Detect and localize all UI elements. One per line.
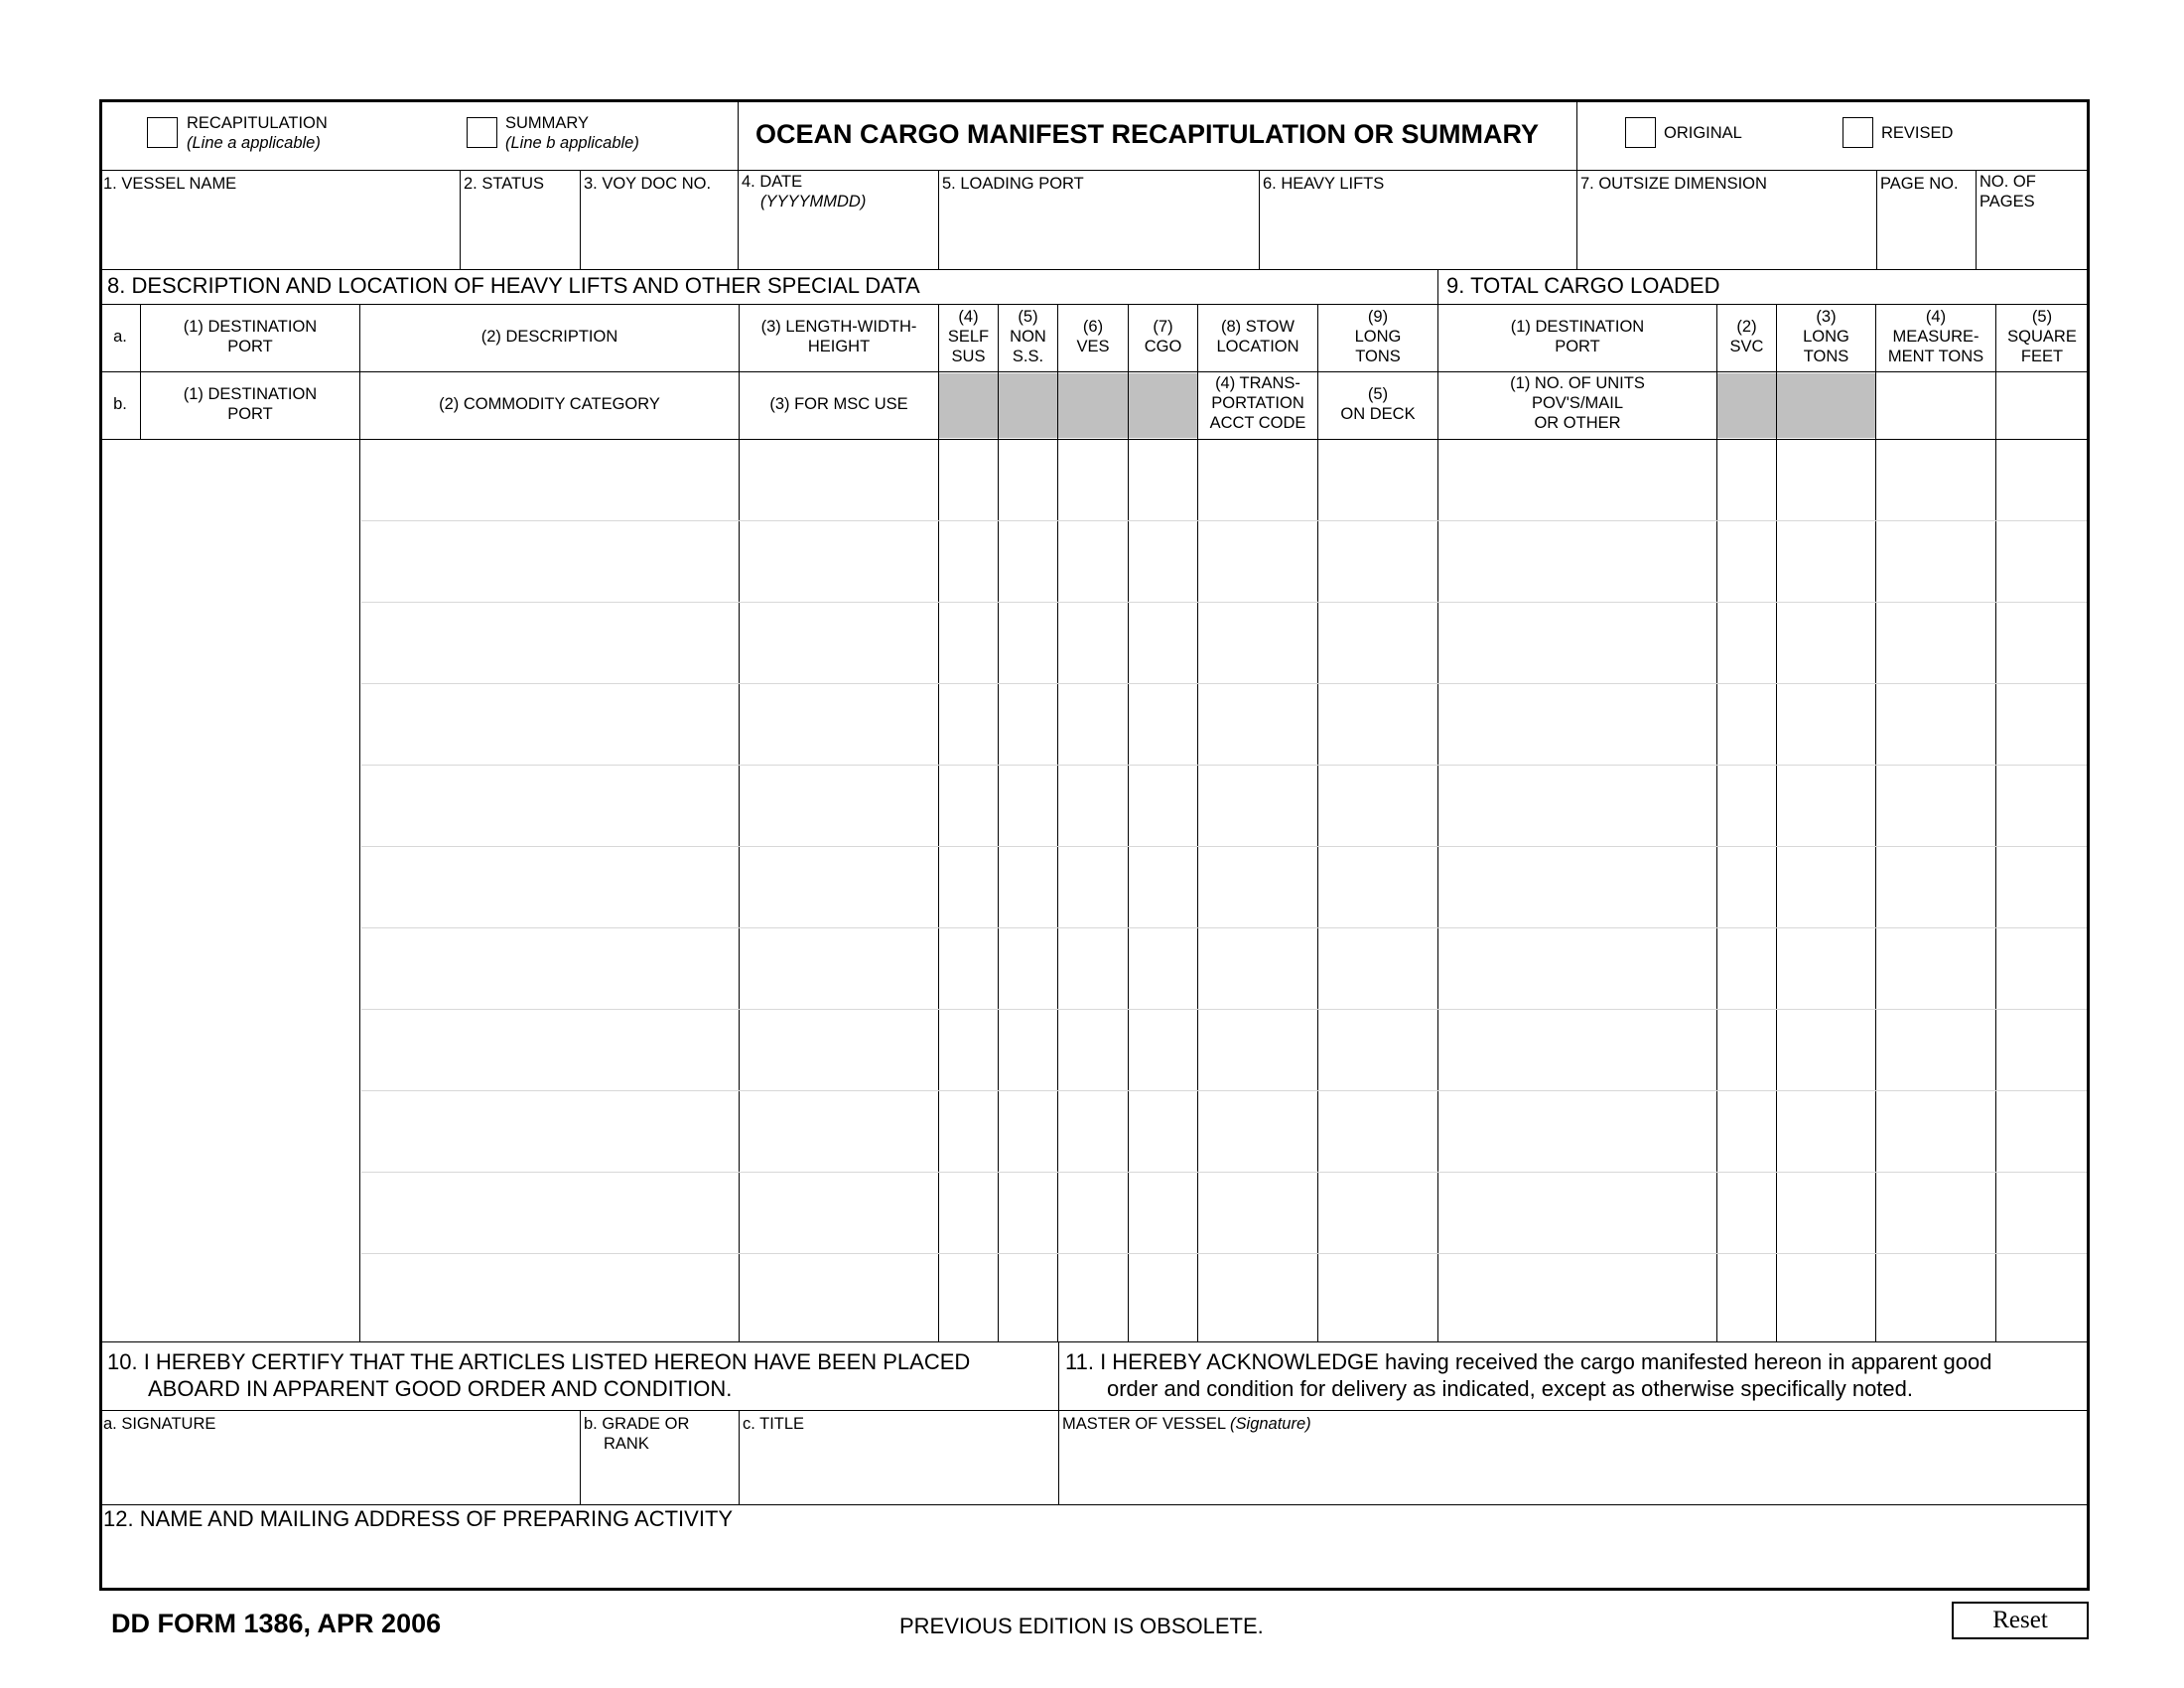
b-commodity-category-label: (2) COMMODITY CATEGORY: [439, 395, 660, 413]
pages-label: PAGES: [1979, 193, 2035, 211]
loading-port-field[interactable]: [940, 197, 1258, 268]
recapitulation-label: RECAPITULATION: [187, 114, 328, 132]
total-square-feet-label-2: SQUARE: [2007, 328, 2077, 346]
row-guide: [361, 765, 2087, 766]
a-non-ss-label-2: NON: [1010, 328, 1046, 346]
shaded-cell: [999, 373, 1057, 438]
rule: [99, 170, 2090, 171]
cargo-entry-area[interactable]: [101, 441, 2087, 1339]
a-self-sus-label-3: SUS: [951, 348, 986, 365]
section-11-line-1: 11. I HEREBY ACKNOWLEDGE having received the cargo manifested hereon in apparent good: [1065, 1349, 1992, 1374]
divider: [739, 1410, 740, 1504]
row-guide: [361, 1009, 2087, 1010]
shaded-cell: [939, 373, 998, 438]
reset-button[interactable]: Reset: [1952, 1602, 2089, 1639]
row-guide: [361, 520, 2087, 521]
row-guide: [361, 927, 2087, 928]
rule: [99, 1410, 2090, 1411]
status-label: 2. STATUS: [464, 175, 544, 193]
grade-rank-label-2: RANK: [604, 1435, 649, 1453]
b-msc-use-label: (3) FOR MSC USE: [769, 395, 908, 413]
a-cgo-label-1: (7): [1153, 318, 1173, 336]
b-trans-acct-label-1: (4) TRANS-: [1215, 374, 1300, 392]
master-signature-field[interactable]: [1060, 1437, 2087, 1502]
a-description-label: (2) DESCRIPTION: [480, 328, 618, 346]
original-label: ORIGINAL: [1664, 124, 1742, 142]
total-square-feet-label-3: FEET: [2020, 348, 2064, 365]
b-no-of-units-label-1: (1) NO. OF UNITS: [1510, 374, 1645, 392]
total-measurement-tons-label-2: MEASURE-: [1892, 328, 1979, 346]
row-a-label: a.: [113, 328, 127, 346]
rule: [99, 371, 2090, 372]
row-guide: [361, 683, 2087, 684]
b-no-of-units-label-2: POV'S/MAIL: [1531, 394, 1624, 412]
original-checkbox[interactable]: [1625, 117, 1656, 148]
date-field[interactable]: [740, 212, 936, 268]
master-label-text: MASTER OF VESSEL: [1062, 1415, 1226, 1433]
heavy-lifts-field[interactable]: [1261, 197, 1574, 268]
revised-checkbox[interactable]: [1843, 117, 1873, 148]
b-trans-acct-label-3: ACCT CODE: [1209, 414, 1306, 432]
rule: [99, 269, 2090, 270]
divider: [1976, 170, 1977, 269]
signature-label: a. SIGNATURE: [103, 1415, 216, 1433]
a-ves-label-1: (6): [1082, 318, 1104, 336]
outsize-dimension-label: 7. OUTSIZE DIMENSION: [1580, 175, 1767, 193]
total-svc-label-2: SVC: [1729, 338, 1764, 355]
divider: [1058, 1341, 1059, 1504]
section-10-line-2: ABOARD IN APPARENT GOOD ORDER AND CONDITION.: [148, 1376, 733, 1401]
rule: [99, 304, 2090, 305]
row-b-label: b.: [113, 395, 127, 413]
summary-note: (Line b applicable): [505, 134, 639, 152]
master-signature-note: (Signature): [1230, 1415, 1311, 1433]
shaded-cell: [1129, 373, 1197, 438]
b-destination-port-label-2: PORT: [227, 405, 273, 423]
section-12-title: 12. NAME AND MAILING ADDRESS OF PREPARING ACTIVITY: [103, 1506, 734, 1531]
shaded-cell: [1777, 373, 1875, 438]
rule: [99, 439, 2090, 440]
total-svc-label-1: (2): [1736, 318, 1757, 336]
total-long-tons-label-2: LONG: [1803, 328, 1849, 346]
total-long-tons-label-1: (3): [1816, 308, 1837, 326]
a-destination-port-label-1: (1) DESTINATION: [183, 318, 318, 336]
outsize-dimension-field[interactable]: [1578, 197, 1874, 268]
status-field[interactable]: [462, 197, 578, 268]
column-divider: [140, 304, 141, 439]
page-no-label: PAGE NO.: [1880, 175, 1959, 193]
no-of-pages-field[interactable]: [1978, 214, 2087, 268]
a-lwh-label-2: HEIGHT: [807, 338, 871, 355]
row-guide: [361, 1172, 2087, 1173]
section-8-title: 8. DESCRIPTION AND LOCATION OF HEAVY LIFTS AND OTHER SPECIAL DATA: [107, 273, 920, 298]
shaded-cell: [1717, 373, 1776, 438]
row-guide: [361, 1253, 2087, 1254]
a-non-ss-label-1: (5): [1018, 308, 1038, 326]
page-no-field[interactable]: [1878, 197, 1974, 268]
grade-rank-field[interactable]: [582, 1457, 737, 1502]
a-stow-location-label-2: LOCATION: [1216, 338, 1299, 355]
preparing-activity-field[interactable]: [101, 1534, 2087, 1586]
heavy-lifts-label: 6. HEAVY LIFTS: [1263, 175, 1385, 193]
a-destination-port-label-2: PORT: [227, 338, 273, 355]
summary-label: SUMMARY: [505, 114, 590, 132]
a-non-ss-label-3: S.S.: [1012, 348, 1044, 365]
b-trans-acct-label-2: PORTATION: [1211, 394, 1304, 412]
b-no-of-units-label-3: OR OTHER: [1534, 414, 1621, 432]
divider: [738, 99, 739, 171]
section-10-line-1: 10. I HEREBY CERTIFY THAT THE ARTICLES LISTED HEREON HAVE BEEN PLACED: [107, 1349, 971, 1374]
a-self-sus-label-2: SELF: [947, 328, 990, 346]
b-destination-port-label-1: (1) DESTINATION: [183, 385, 318, 403]
total-long-tons-label-3: TONS: [1803, 348, 1849, 365]
divider: [1576, 99, 1577, 171]
grade-rank-label-1: b. GRADE OR: [584, 1415, 690, 1433]
divider: [738, 170, 739, 269]
revised-label: REVISED: [1881, 124, 1954, 142]
vessel-name-field[interactable]: [101, 197, 459, 268]
section-9-title: 9. TOTAL CARGO LOADED: [1446, 273, 1720, 298]
divider: [580, 170, 581, 269]
divider: [460, 170, 461, 269]
title-label: c. TITLE: [743, 1415, 805, 1433]
summary-checkbox[interactable]: [467, 117, 497, 148]
total-measurement-tons-label-3: MENT TONS: [1887, 348, 1984, 365]
row-guide: [361, 602, 2087, 603]
form-title: OCEAN CARGO MANIFEST RECAPITULATION OR SUMMARY: [755, 119, 1539, 149]
no-of-label: NO. OF: [1979, 173, 2036, 191]
recapitulation-checkbox[interactable]: [147, 117, 178, 148]
b-on-deck-label-1: (5): [1367, 385, 1389, 403]
total-square-feet-label-1: (5): [2031, 308, 2053, 326]
title-field[interactable]: [741, 1437, 1056, 1502]
a-stow-location-label-1: (8) STOW: [1221, 318, 1295, 336]
obsolete-notice: PREVIOUS EDITION IS OBSOLETE.: [899, 1614, 1264, 1638]
master-of-vessel-label: [1062, 1415, 1311, 1434]
loading-port-label: 5. LOADING PORT: [942, 175, 1084, 193]
b-on-deck-label-2: ON DECK: [1340, 405, 1416, 423]
voy-doc-no-label: 3. VOY DOC NO.: [584, 175, 712, 193]
a-long-tons-label-1: (9): [1367, 308, 1389, 326]
a-long-tons-label-2: LONG: [1354, 328, 1402, 346]
voy-doc-no-field[interactable]: [582, 197, 736, 268]
shaded-cell: [1058, 373, 1128, 438]
date-format-label: (YYYYMMDD): [760, 193, 867, 211]
total-destination-port-label-1: (1) DESTINATION: [1510, 318, 1645, 336]
date-label: 4. DATE: [742, 173, 803, 191]
rule: [99, 1341, 2090, 1342]
section-11-line-2: order and condition for delivery as indicated, except as otherwise specifically noted.: [1107, 1376, 1914, 1401]
divider: [580, 1410, 581, 1504]
recapitulation-note: (Line a applicable): [187, 134, 321, 152]
vessel-name-label: 1. VESSEL NAME: [103, 175, 237, 193]
a-lwh-label-1: (3) LENGTH-WIDTH-: [760, 318, 917, 336]
signature-field[interactable]: [101, 1437, 578, 1502]
a-ves-label-2: VES: [1076, 338, 1110, 355]
section-divider: [1437, 269, 1438, 304]
a-cgo-label-2: CGO: [1144, 338, 1182, 355]
row-guide: [361, 1090, 2087, 1091]
total-measurement-tons-label-1: (4): [1925, 308, 1947, 326]
total-destination-port-label-2: PORT: [1555, 338, 1600, 355]
divider: [1876, 170, 1877, 269]
divider: [938, 170, 939, 269]
a-long-tons-label-3: TONS: [1355, 348, 1401, 365]
divider: [1259, 170, 1260, 269]
divider: [1576, 170, 1577, 269]
row-guide: [361, 846, 2087, 847]
a-self-sus-label-1: (4): [958, 308, 979, 326]
form-id: DD FORM 1386, APR 2006: [111, 1609, 442, 1638]
